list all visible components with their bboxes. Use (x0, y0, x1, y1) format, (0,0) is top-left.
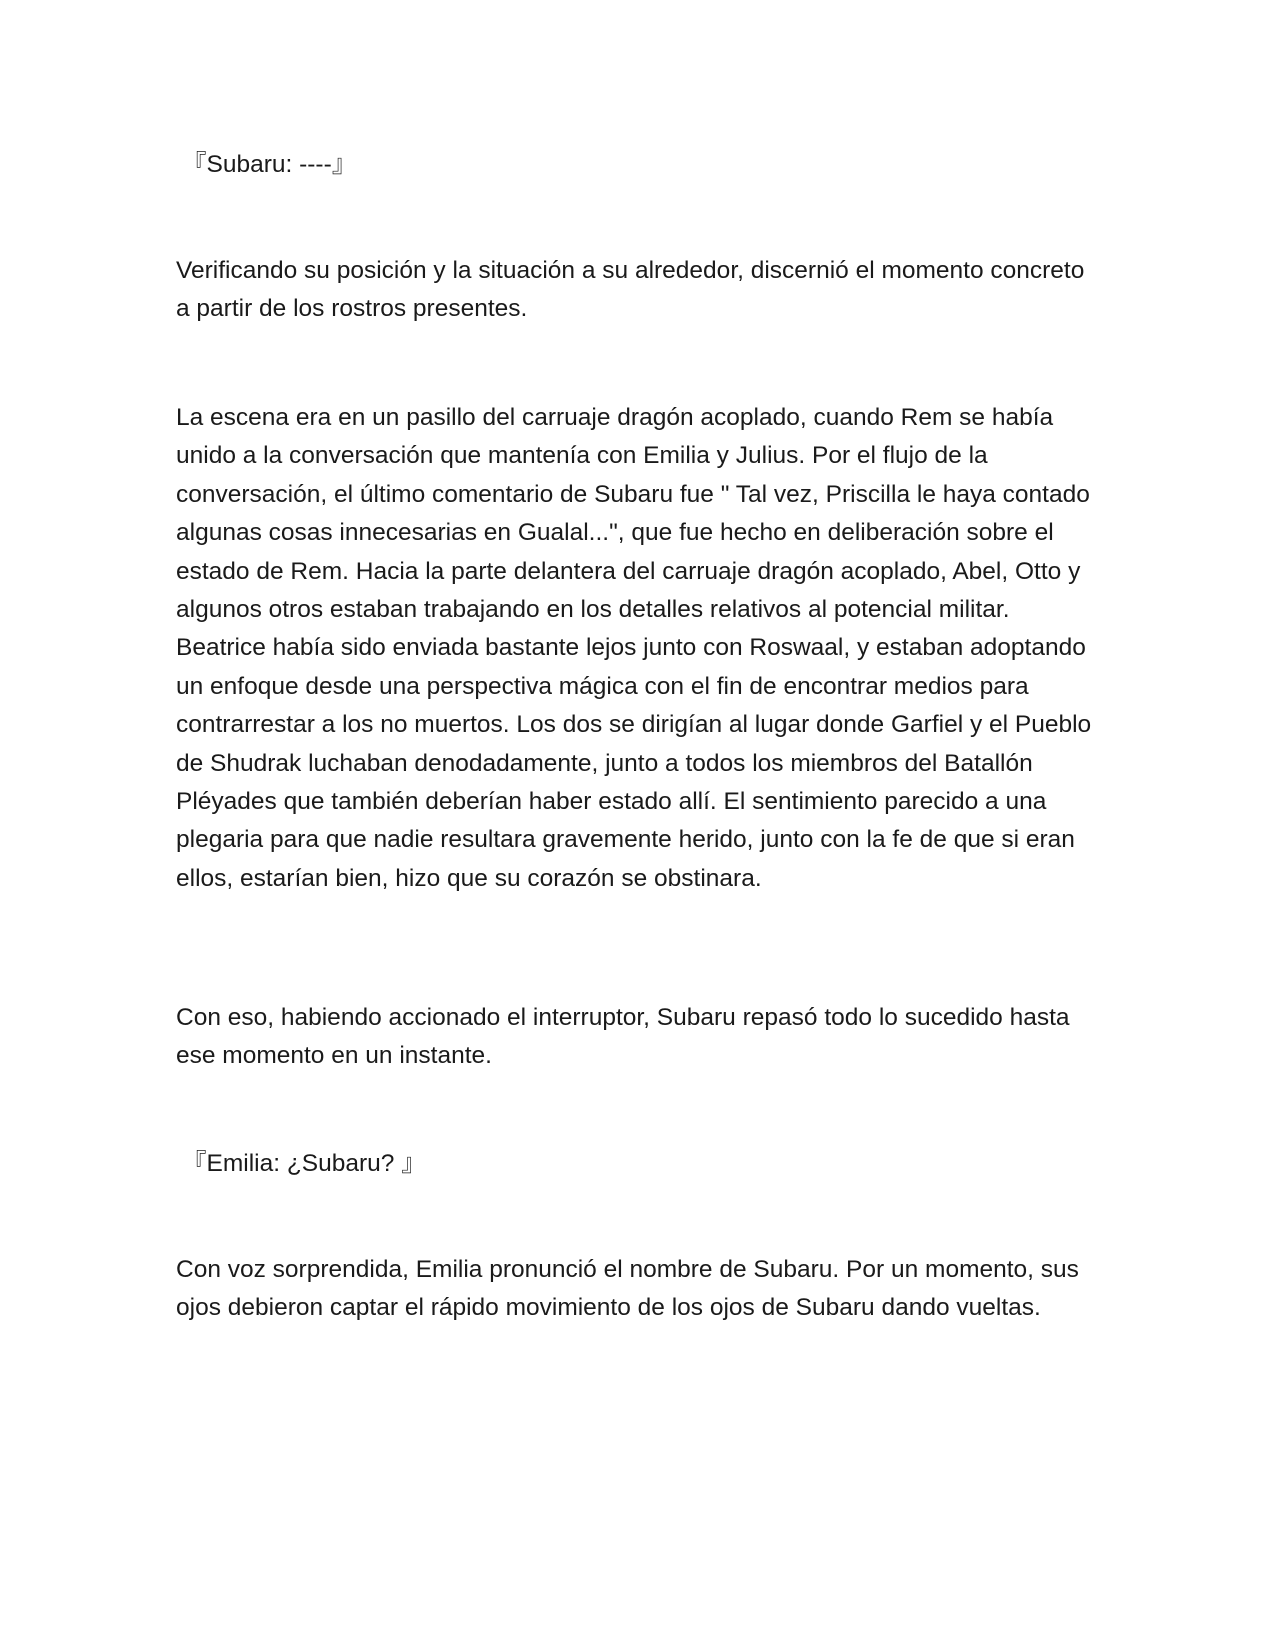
paragraph-voz-sorprendida: Con voz sorprendida, Emilia pronunció el nombre de Subaru. Por un momento, sus ojos debieron captar el rápido movimiento de los ojos de Subaru dando vueltas. (176, 1256, 1079, 1322)
paragraph-verificando: Verificando su posición y la situación a su alrededor, discernió el momento concreto a partir de los rostros presentes. (176, 257, 1085, 323)
dialogue-subaru: 『Subaru: ----』 (182, 151, 357, 178)
paragraph-escena: La escena era en un pasillo del carruaje dragón acoplado, cuando Rem se había unido a la conversación que mantenía con Emilia y Julius. Por el flujo de la conversación, el último comentario de Subaru fue " Tal vez, Priscilla le haya contado algunas cosas innecesarias en Gualal...", que fue hecho en deliberación sobre el estado de Rem. Hacia la parte delantera del carruaje dragón acoplado, Abel, Otto y algunos otros estaban trabajando en los detalles relativos al potencial militar. Beatrice había sido enviada bastante lejos junto con Roswaal, y estaban adoptando un enfoque desde una perspectiva mágica con el fin de encontrar medios para contrarrestar a los no muertos. Los dos se dirigían al lugar donde Garfiel y el Pueblo de Shudrak luchaban denodadamente, junto a todos los miembros del Batallón Pléyades que también deberían haber estado allí. El sentimiento parecido a una plegaria para que nadie resultara gravemente herido, junto con la fe de que si eran ellos, estarían bien, hizo que su corazón se obstinara. (176, 404, 1092, 892)
paragraph-interruptor: Con eso, habiendo accionado el interruptor, Subaru repasó todo lo sucedido hasta ese momento en un instante. (176, 1004, 1070, 1070)
dialogue-emilia: 『Emilia: ¿Subaru? 』 (182, 1150, 426, 1177)
